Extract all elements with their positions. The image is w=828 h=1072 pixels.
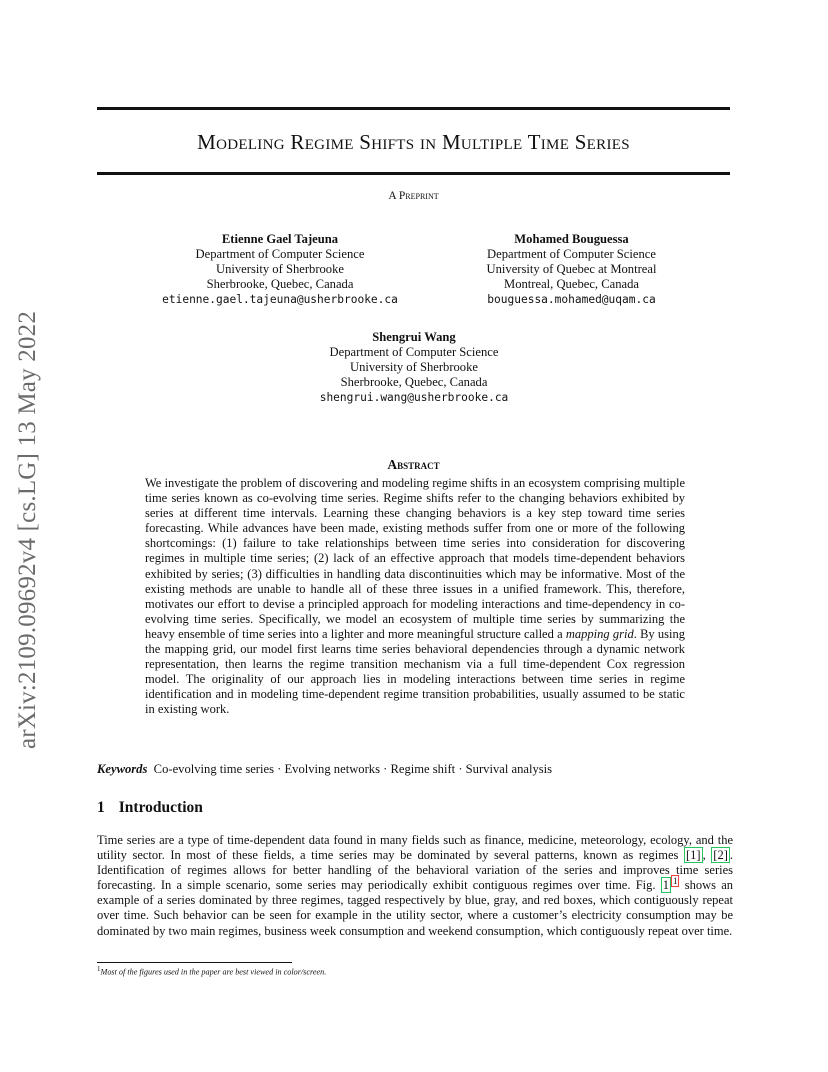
author-location: Montreal, Quebec, Canada — [504, 277, 639, 291]
author-name: Mohamed Bouguessa — [514, 232, 629, 246]
author-dept: Department of Computer Science — [329, 345, 499, 359]
author-location: Sherbrooke, Quebec, Canada — [340, 375, 488, 389]
arxiv-id: arXiv:2109.09692v4 [cs.LG] 13 May 2022 — [14, 310, 41, 750]
footnote-text: Most of the figures used in the paper are best viewed in color/screen. — [100, 967, 327, 977]
author-affiliation: University of Quebec at Montreal — [486, 262, 657, 276]
author-email[interactable]: shengrui.wang@usherbrooke.ca — [319, 391, 509, 404]
abstract-part: . By using the mapping grid, our model first learns time series behavioral dependencies through a dynamic network representation, then learns the regime transition mechanism via a full time-dependent Cox regression model. The originality of our approach lies in modeling interactions between time series in regime identification and in modeling time-dependent regime transition probabilities, usually assumed to be static in existing work. — [145, 626, 685, 717]
author-name: Etienne Gael Tajeuna — [221, 232, 339, 246]
footnote — [97, 965, 326, 977]
paper-title: Modeling Regime Shifts in Multiple Time Series — [197, 130, 630, 154]
author-name: Shengrui Wang — [372, 330, 456, 344]
author-dept: Department of Computer Science — [487, 247, 656, 261]
citation-link[interactable]: [1] — [686, 848, 701, 863]
footnote-mark: 1 — [97, 965, 101, 973]
abstract-emphasis: mapping grid — [565, 626, 634, 641]
intro-text: Time series are a type of time-dependent data found in many fields such as finance, medicine, meteorology, ecology, and the utility sector. In most of these fields, a time series may be dominated by several patterns, known as regimes — [97, 833, 733, 863]
title-bottom-rule — [97, 172, 730, 175]
author-affiliation: University of Sherbrooke — [215, 262, 344, 276]
abstract-part: We investigate the problem of discovering and modeling regime shifts in an ecosystem comprising multiple time series known as co-evolving time series. Regime shifts refer to the changing behaviors exhibited by series at different time intervals. Learning these changing behaviors is a key step toward time series forecasting. While advances have been made, existing methods suffer from one or more of the following shortcomings: (1) failure to take relationships between time series into consideration for discovering regimes in multiple time series; (2) lack of an effective approach that models time-dependent behaviors exhibited by series; (3) difficulties in handling data discontinuities which may be informative. Most of the existing methods are unable to handle all of these three issues in a unified framework. This, therefore, motivates our effort to devise a principled approach for modeling interactions and time-dependency in co-evolving time series. Specifically, we model an ecosystem of multiple time series by summarizing the heavy ensemble of time series into a lighter and more meaningful structure called a — [145, 476, 685, 641]
author-email[interactable]: etienne.gael.tajeuna@usherbrooke.ca — [162, 293, 398, 306]
author-block — [150, 232, 410, 307]
intro-text: . Identification of regimes allows for better handling of the behavioral variation of the series and improves time series forecasting. In a simple scenario, some series may periodically exhibit contiguous regimes over time. Fig. — [97, 848, 733, 893]
abstract-heading: Abstract — [387, 457, 440, 472]
section-number: 1 — [97, 799, 105, 816]
footnote-link[interactable]: 1 — [672, 876, 678, 887]
preprint-label: A Preprint — [388, 190, 439, 202]
citation-link[interactable]: [2] — [713, 848, 728, 863]
footnote-rule — [97, 962, 292, 963]
author-block — [284, 330, 544, 405]
section-heading — [97, 799, 203, 817]
keywords-list: Co-evolving time series · Evolving networks · Regime shift · Survival analysis — [153, 762, 553, 776]
author-email[interactable]: bouguessa.mohamed@uqam.ca — [487, 293, 656, 306]
section-title: Introduction — [118, 799, 203, 816]
abstract-text — [145, 476, 685, 718]
author-affiliation: University of Sherbrooke — [349, 360, 478, 374]
author-location: Sherbrooke, Quebec, Canada — [206, 277, 354, 291]
intro-paragraph — [97, 833, 733, 939]
keywords-line — [97, 762, 730, 777]
figure-link[interactable]: 1 — [662, 878, 669, 893]
top-rule — [97, 107, 730, 110]
intro-text: shows an example of a series dominated by three regimes, tagged respectively by blue, gray, and red boxes, which contiguously repeat over time. Such behavior can be seen for example in the utility sector, where a customer’s electricity consumption may be dominated by two main regimes, business week consumption and weekend consumption, which contiguously repeat over time. — [97, 878, 733, 938]
keywords-label: Keywords — [97, 762, 148, 776]
author-dept: Department of Computer Science — [195, 247, 365, 261]
author-block — [450, 232, 693, 307]
intro-text: , — [702, 848, 712, 863]
